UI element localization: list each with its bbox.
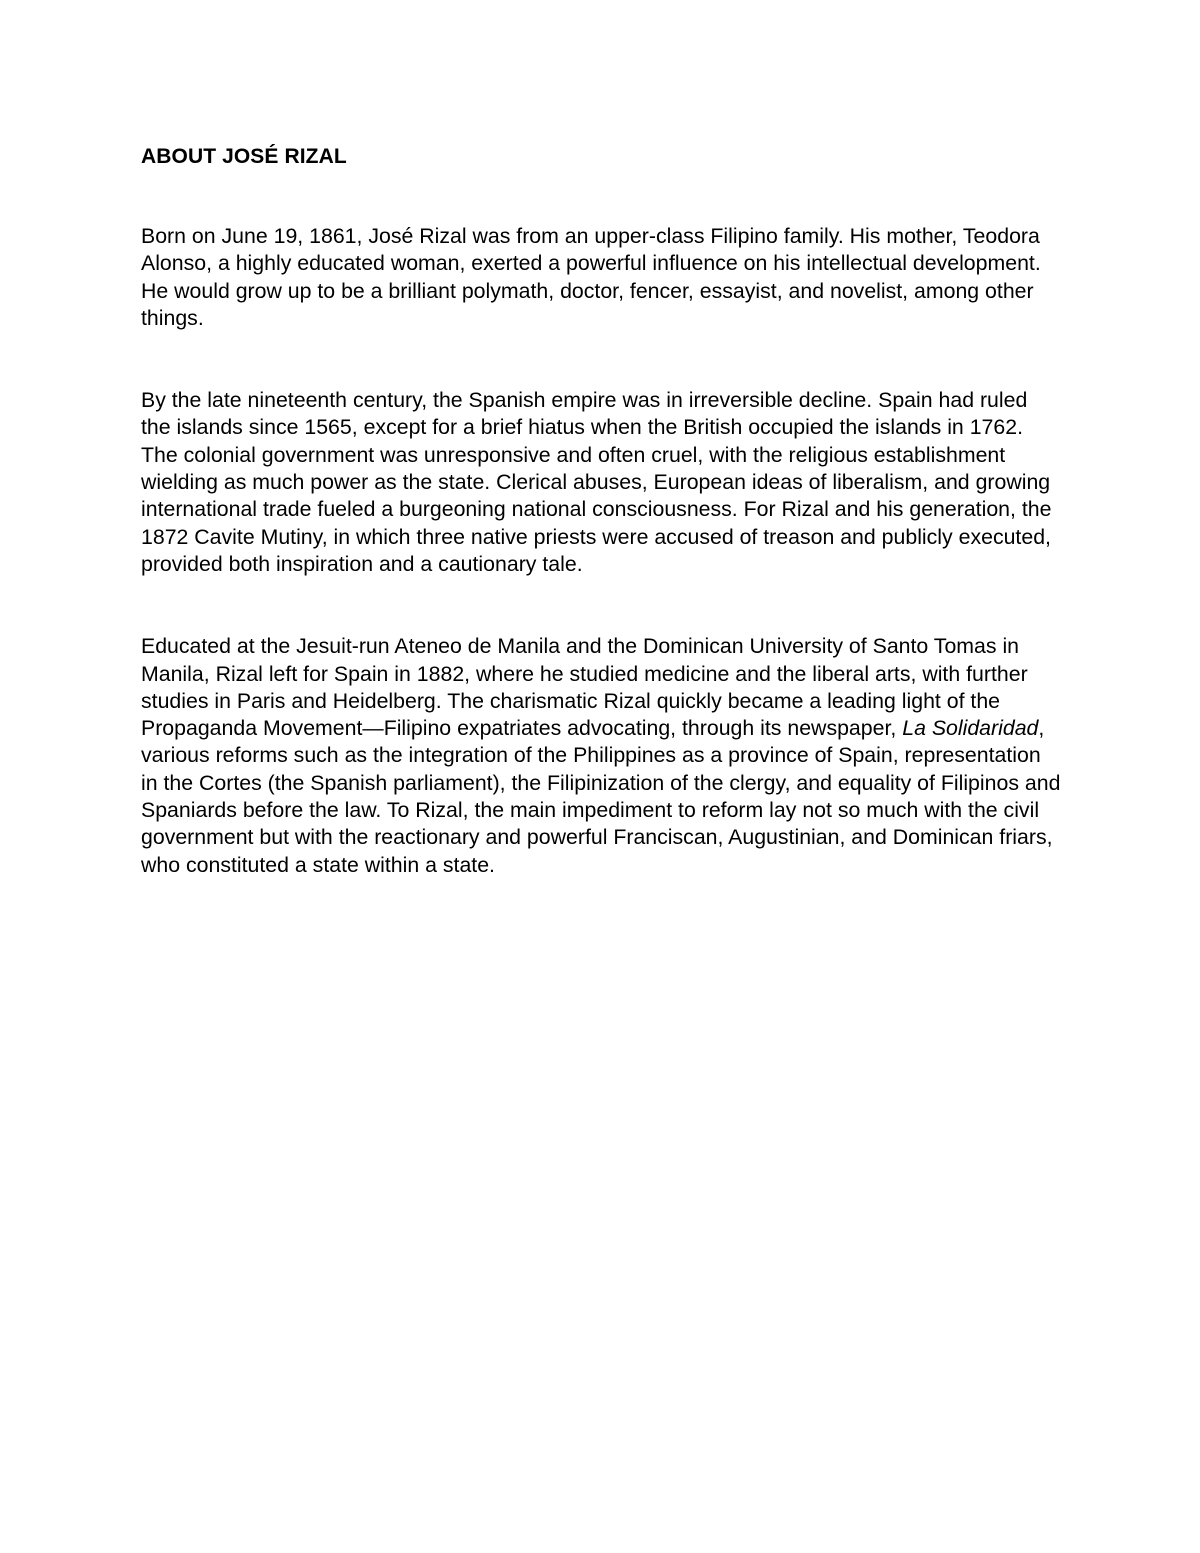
paragraph-education-text-2: , various reforms such as the integration of the Philippines as a province of Spain, representation in the Cortes (the Spanish parliament), the Filipinization of the clergy, and equality of Filipinos and Spaniards before the law. To Rizal, the main impediment to reform lay not so much with the civil government but with the reactionary and powerful Franciscan, Augustinian, and Dominican friars, who constituted a state within a state. [141, 716, 1061, 877]
paragraph-education-text-1: Educated at the Jesuit-run Ateneo de Manila and the Dominican University of Santo Tomas in Manila, Rizal left for Spain in 1882, where he studied medicine and the liberal arts, with further studies in Paris and Heidelberg. The charismatic Rizal quickly became a leading light of the Propaganda Movement—Filipino expatriates advocating, through its newspaper, [141, 634, 1028, 741]
paragraph-spanish-empire: By the late nineteenth century, the Spanish empire was in irreversible decline. Spain had ruled the islands since 1565, except for a brief hiatus when the British occupied the islands in 1762. The colonial government was unresponsive and often cruel, with the religious establishment wielding as much power as the state. Clerical abuses, European ideas of liberalism, and growing international trade fueled a burgeoning national consciousness. For Rizal and his generation, the 1872 Cavite Mutiny, in which three native priests were accused of treason and publicly executed, provided both inspiration and a cautionary tale. [141, 388, 1052, 576]
newspaper-title: La Solidaridad [902, 716, 1039, 741]
document-title: ABOUT JOSÉ RIZAL [141, 145, 347, 168]
paragraph-birth: Born on June 19, 1861, José Rizal was from an upper-class Filipino family. His mother, Teodora Alonso, a highly educated woman, exerted a powerful influence on his intellectual development. He would grow up to be a brilliant polymath, doctor, fencer, essayist, and novelist, among other things. [141, 224, 1041, 330]
paragraph-education [141, 633, 1061, 879]
document-body [141, 143, 1061, 879]
